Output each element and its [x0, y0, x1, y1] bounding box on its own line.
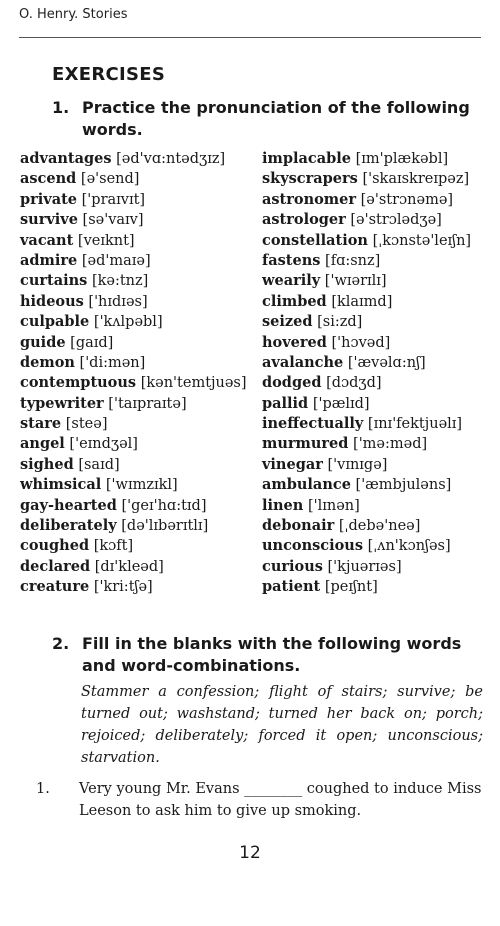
vocab-entry: [262, 251, 487, 271]
vocab-transcription: [əd'vɑ:ntədʒɪz]: [116, 151, 226, 167]
vocab-word: declared: [20, 557, 91, 575]
exercise-2-heading: [52, 633, 482, 677]
vocab-word: hovered: [262, 333, 327, 351]
vocab-entry: [20, 475, 260, 495]
vocab-transcription: ['mə:məd]: [353, 436, 428, 453]
vocab-transcription: [kən'temtjuəs]: [140, 375, 247, 392]
vocab-word: whimsical: [20, 476, 102, 494]
running-header: O. Henry. Stories: [19, 7, 128, 22]
vocab-transcription: [kə:tnz]: [91, 273, 149, 290]
vocab-transcription: [ˌʌn'kɔnʃəs]: [367, 538, 451, 555]
vocab-entry: [262, 190, 487, 210]
vocab-entry: [20, 577, 260, 597]
vocab-entry: [20, 557, 260, 577]
vocab-transcription: ['kri:tʃə]: [93, 579, 153, 596]
vocab-entry: [20, 455, 260, 475]
exercise-1-number: 1.: [52, 98, 70, 117]
vocab-entry: [262, 455, 487, 475]
vocab-transcription: [də'lɪbərɪtlɪ]: [121, 518, 209, 535]
vocab-transcription: [sə'vaɪv]: [82, 212, 144, 229]
vocab-transcription: ['wɪərɪlɪ]: [324, 273, 387, 290]
vocab-word: hideous: [20, 292, 84, 310]
vocab-word: contemptuous: [20, 374, 137, 392]
vocab-transcription: [gaɪd]: [70, 334, 114, 351]
vocab-word: ascend: [20, 170, 77, 188]
vocab-transcription: ['kʌlpəbl]: [93, 314, 163, 331]
vocab-word: vinegar: [262, 455, 323, 473]
vocab-entry: [20, 149, 260, 169]
vocab-entry: [262, 149, 487, 169]
vocab-transcription: [dɪ'kleəd]: [94, 558, 164, 575]
vocab-entry: [20, 414, 260, 434]
vocab-entry: [262, 231, 487, 251]
vocab-transcription: ['ævəlɑ:nʃ]: [347, 354, 426, 371]
vocab-word: private: [20, 190, 78, 208]
vocab-transcription: [ɪm'plækəbl]: [355, 151, 449, 167]
vocab-transcription: ['hɔvəd]: [331, 334, 391, 351]
vocab-entry: [20, 496, 260, 516]
vocab-word: patient: [262, 578, 321, 596]
vocab-word: skyscrapers: [262, 170, 358, 188]
vocab-word: climbed: [262, 292, 327, 310]
header-divider: [19, 37, 481, 38]
vocab-word: seized: [262, 313, 313, 331]
vocab-transcription: [ə'strɔnəmə]: [360, 191, 454, 208]
vocab-entry: [20, 353, 260, 373]
vocab-word: guide: [20, 333, 66, 351]
vocab-entry: [262, 414, 487, 434]
vocab-word: astronomer: [262, 190, 356, 208]
vocab-word: curious: [262, 557, 323, 575]
vocab-entry: [20, 312, 260, 332]
vocab-word: culpable: [20, 313, 90, 331]
vocab-entry: [262, 496, 487, 516]
vocab-word: typewriter: [20, 394, 104, 412]
vocab-entry: [20, 333, 260, 353]
vocab-word: debonair: [262, 517, 335, 535]
vocab-word: avalanche: [262, 353, 344, 371]
vocab-word: ineffectually: [262, 415, 364, 433]
vocab-entry: [20, 536, 260, 556]
vocab-word: angel: [20, 435, 65, 453]
vocab-transcription: [si:zd]: [317, 314, 363, 331]
exercise-item: [36, 778, 483, 822]
vocab-word: pallid: [262, 394, 309, 412]
vocab-word: coughed: [20, 537, 90, 555]
vocabulary-column-left: [20, 149, 260, 598]
vocab-word: wearily: [262, 272, 321, 290]
vocab-transcription: ['skaɪskreɪpəz]: [362, 171, 470, 188]
vocab-word: constellation: [262, 231, 368, 249]
vocab-transcription: [ə'strɔlədʒə]: [350, 212, 442, 229]
vocab-entry: [262, 271, 487, 291]
vocab-transcription: [steə]: [65, 416, 108, 433]
vocab-word: admire: [20, 251, 78, 269]
vocab-transcription: ['æmbjuləns]: [355, 477, 452, 494]
vocab-transcription: [dɔdʒd]: [326, 375, 382, 392]
vocab-transcription: [əd'maɪə]: [81, 252, 151, 269]
vocab-word: survive: [20, 211, 78, 229]
vocab-entry: [20, 169, 260, 189]
vocab-word: gay-hearted: [20, 496, 117, 514]
vocab-word: dodged: [262, 374, 322, 392]
vocab-word: stare: [20, 415, 62, 433]
vocab-entry: [262, 169, 487, 189]
vocab-transcription: ['praɪvɪt]: [81, 191, 146, 208]
vocab-entry: [262, 312, 487, 332]
vocab-entry: [20, 516, 260, 536]
vocab-transcription: [saɪd]: [78, 456, 120, 473]
vocab-transcription: ['geɪ'hɑ:tɪd]: [121, 497, 207, 514]
vocab-word: murmured: [262, 435, 349, 453]
vocab-transcription: ['taɪpraɪtə]: [108, 395, 187, 412]
vocab-word: linen: [262, 496, 304, 514]
vocab-entry: [20, 210, 260, 230]
exercise-item-text: Very young Mr. Evans ________ coughed to induce Miss Leeson to ask him to give up smoking.: [79, 781, 482, 819]
vocab-transcription: ['kjuərɪəs]: [327, 558, 402, 575]
vocab-transcription: [kɔft]: [93, 538, 134, 555]
vocab-entry: [20, 434, 260, 454]
vocab-transcription: ['eɪndʒəl]: [69, 436, 138, 453]
vocab-word: deliberately: [20, 517, 117, 535]
exercise-1-heading: [52, 97, 482, 141]
vocab-entry: [262, 373, 487, 393]
vocab-entry: [262, 210, 487, 230]
vocab-transcription: [fɑ:snz]: [325, 252, 381, 269]
vocab-word: sighed: [20, 455, 74, 473]
vocab-entry: [20, 292, 260, 312]
vocab-entry: [262, 394, 487, 414]
vocab-word: vacant: [20, 231, 74, 249]
vocab-transcription: [ˌkɔnstə'leɪʃn]: [372, 232, 472, 249]
exercise-item-number: 1.: [36, 781, 50, 797]
word-bank: Stammer a confession; flight of stairs; survive; be turned out; washstand; turned her back on; porch; rejoiced; deliberately; forced it open; unconscious; starvation.: [81, 684, 483, 766]
vocab-entry: [262, 577, 487, 597]
vocab-transcription: ['vɪnɪgə]: [327, 456, 388, 473]
vocab-entry: [20, 271, 260, 291]
vocab-entry: [262, 333, 487, 353]
vocab-transcription: [ɪnɪ'fektjuəlɪ]: [367, 416, 463, 433]
vocab-entry: [262, 516, 487, 536]
exercise-1-instruction: Practice the pronunciation of the following words.: [82, 98, 470, 139]
vocab-transcription: [veɪknt]: [77, 232, 135, 249]
vocab-word: implacable: [262, 150, 351, 167]
vocab-transcription: ['hɪdɪəs]: [88, 293, 148, 310]
vocab-word: unconscious: [262, 537, 364, 555]
vocab-transcription: [klaɪmd]: [331, 293, 393, 310]
vocabulary-column-right: [262, 149, 487, 598]
vocab-entry: [262, 353, 487, 373]
vocab-entry: [262, 434, 487, 454]
vocab-transcription: ['lɪnən]: [307, 497, 360, 514]
vocab-entry: [20, 231, 260, 251]
vocab-entry: [20, 190, 260, 210]
exercise-2-instruction: Fill in the blanks with the following words and word-combinations.: [82, 634, 462, 675]
vocab-word: curtains: [20, 272, 88, 290]
exercise-2-number: 2.: [52, 634, 70, 653]
vocab-word: creature: [20, 578, 90, 596]
section-title: EXERCISES: [52, 64, 166, 85]
vocab-entry: [262, 536, 487, 556]
vocab-transcription: [ə'send]: [80, 171, 140, 188]
vocab-word: ambulance: [262, 476, 351, 494]
vocab-entry: [262, 557, 487, 577]
vocab-word: fastens: [262, 251, 321, 269]
vocab-transcription: ['wɪmzɪkl]: [105, 477, 178, 494]
vocab-transcription: [peɪʃnt]: [324, 579, 378, 596]
vocab-transcription: [ˌdebə'neə]: [338, 518, 421, 535]
vocab-entry: [20, 251, 260, 271]
vocab-transcription: ['di:mən]: [79, 354, 146, 371]
vocab-entry: [20, 394, 260, 414]
page-number: 12: [239, 843, 261, 863]
vocab-word: astrologer: [262, 211, 346, 229]
vocab-word: demon: [20, 353, 75, 371]
vocab-transcription: ['pælɪd]: [312, 395, 370, 412]
vocab-entry: [20, 373, 260, 393]
vocab-word: advantages: [20, 150, 112, 167]
vocab-entry: [262, 475, 487, 495]
vocab-entry: [262, 292, 487, 312]
